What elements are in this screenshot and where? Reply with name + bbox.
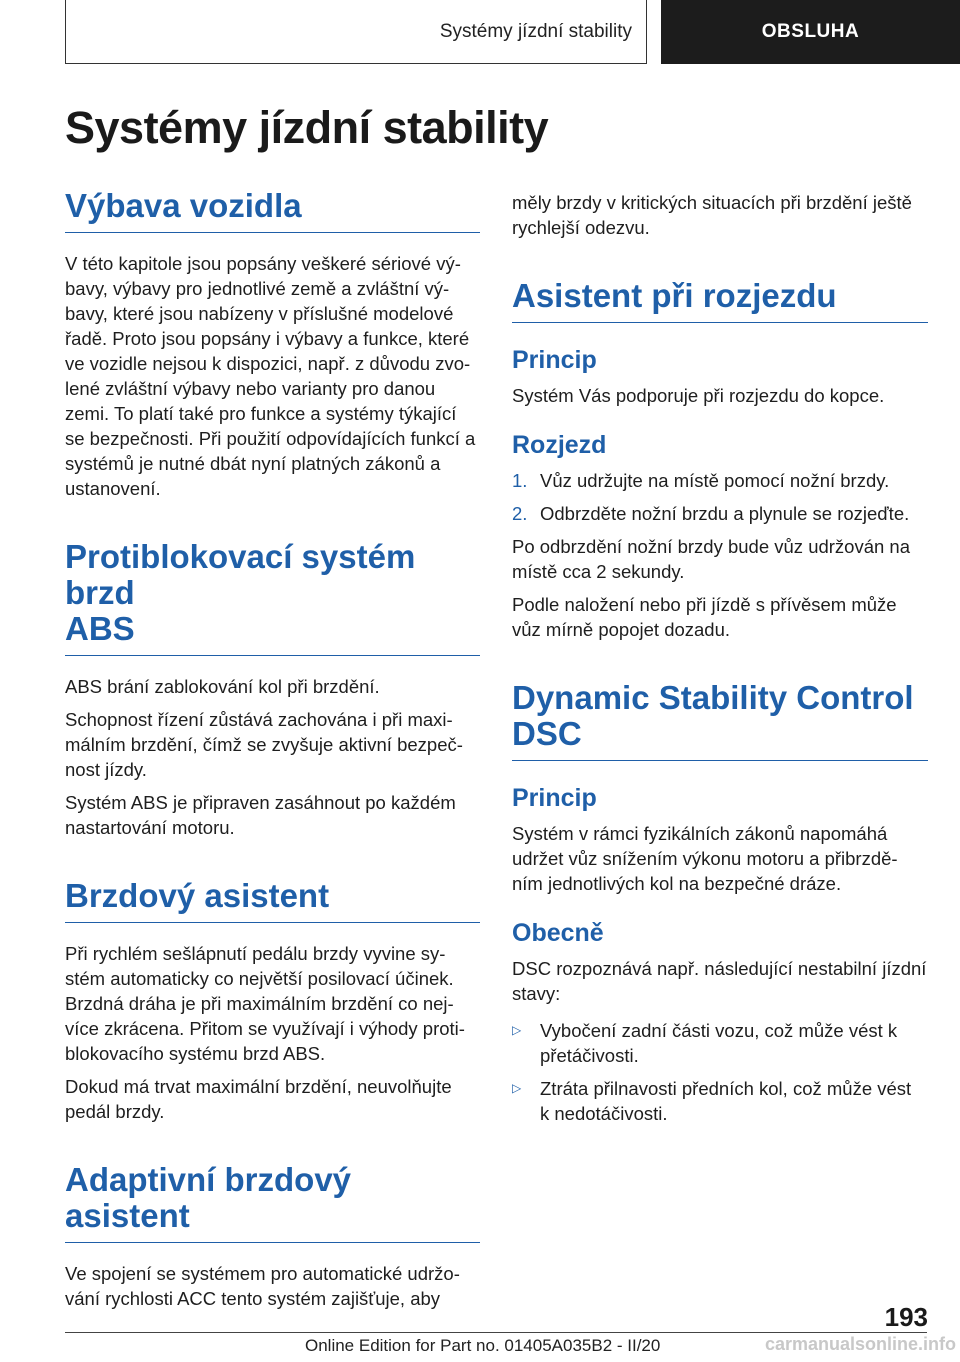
dsc-princip-paragraph (512, 821, 928, 896)
heading-dsc-princip: Princip (512, 784, 597, 812)
text-line: blokovacího systému brzd ABS. (65, 1043, 326, 1064)
heading-obecne: Obecně (512, 919, 604, 947)
step-number: 2. (512, 503, 528, 524)
vybava-paragraph (65, 251, 480, 501)
heading-dsc (512, 680, 928, 761)
abs-paragraph-3 (65, 790, 480, 840)
heading-line: Dynamic Stability Control (512, 679, 914, 716)
left-column (65, 188, 480, 1311)
abs-paragraph-2 (65, 707, 480, 782)
text-line: Vybočení zadní části vozu, což může vést k (540, 1020, 898, 1041)
header-tab-obsluha[interactable] (661, 0, 960, 64)
text-line: Schopnost řízení zůstává zachována i při maxi‐ (65, 709, 453, 730)
text-line: se bezpečnosti. Při použití odpovídajících funkcí a (65, 428, 476, 449)
text-line: systémů je nutné dbát nyní platných zákonů a (65, 453, 441, 474)
heading-princip: Princip (512, 346, 597, 374)
continued-paragraph (512, 190, 928, 240)
text-line: stavy: (512, 983, 561, 1004)
text-line: řadě. Proto jsou popsány i výbavy a funkce, které (65, 328, 470, 349)
text-line: Systém v rámci fyzikálních zákonů napomáhá (512, 823, 888, 844)
text-line: Brzdná dráha je při maximálním brzdění co nej‐ (65, 993, 454, 1014)
right-column (512, 190, 928, 1126)
heading-asistent-pri-rozjezdu: Asistent při rozjezdu (512, 278, 928, 323)
text-line: málním brzdění, čímž se zvyšuje aktivní bezpeč‐ (65, 734, 463, 755)
text-line: Po odbrzdění nožní brzdy bude vůz udržován na (512, 536, 911, 557)
text-line: vůz mírně popojet dozadu. (512, 619, 731, 640)
text-line: zemi. To platí také pro funkce a systémy týkající (65, 403, 457, 424)
text-line: bavy, výbavy pro jednotlivé země a zvláštní vý‐ (65, 278, 450, 299)
text-line: ve vozidle nejsou k dispozici, např. z důvodu zvo‐ (65, 353, 471, 374)
list-item (512, 1018, 928, 1068)
text-line: nost jízdy. (65, 759, 147, 780)
text-line: k nedotáčivosti. (540, 1103, 668, 1124)
step-text: Vůz udržujte na místě pomocí nožní brzdy. (540, 470, 890, 491)
heading-line: Protiblokovací systém brzd (65, 538, 416, 611)
header-tab-label: OBSLUHA (761, 21, 860, 42)
text-line: nastartování motoru. (65, 817, 235, 838)
heading-line: ABS (65, 610, 135, 647)
text-line: Systém ABS je připraven zasáhnout po každém (65, 792, 456, 813)
adaptivni-paragraph-1 (65, 1261, 480, 1311)
bullet-text (540, 1018, 897, 1068)
heading-adaptivni-brzdovy-asistent: Adaptivní brzdový asistent (65, 1162, 480, 1243)
footer-divider (65, 1332, 927, 1333)
text-line: ustanovení. (65, 478, 161, 499)
text-line: Podle naložení nebo při jízdě s přívěsem může (512, 594, 897, 615)
brzdovy-paragraph-1 (65, 941, 480, 1066)
obecne-paragraph (512, 956, 928, 1006)
header-section-box (65, 0, 647, 64)
rozjezd-paragraph-1 (512, 534, 928, 584)
text-line: stém automaticky co největší posilovací účinek. (65, 968, 454, 989)
heading-line: DSC (512, 715, 582, 752)
list-item (512, 1076, 928, 1126)
heading-abs (65, 539, 480, 656)
heading-brzdovy-asistent: Brzdový asistent (65, 878, 480, 923)
text-line: pedál brzdy. (65, 1101, 165, 1122)
text-line: měly brzdy v kritických situacích při brzdění ještě (512, 192, 912, 213)
heading-rozjezd: Rozjezd (512, 431, 607, 459)
dsc-bullet-list (512, 1018, 928, 1126)
text-line: udržet vůz snížením výkonu motoru a přibrzdě‐ (512, 848, 898, 869)
bullet-text (540, 1076, 911, 1126)
list-item (512, 501, 928, 526)
text-line: místě cca 2 sekundy. (512, 561, 685, 582)
text-line: Dokud má trvat maximální brzdění, neuvolňujte (65, 1076, 452, 1097)
text-line: Ve spojení se systémem pro automatické udržo‐ (65, 1263, 460, 1284)
text-line: vání rychlosti ACC tento systém zajišťuje, aby (65, 1288, 441, 1309)
text-line: bavy, které jsou nabízeny v příslušné modelové (65, 303, 454, 324)
abs-paragraph-1: ABS brání zablokování kol při brzdění. (65, 676, 380, 697)
text-line: rychlejší odezvu. (512, 217, 650, 238)
page-title: Systémy jízdní stability (65, 102, 549, 153)
text-line: více zkrácena. Přitom se využívají i výhody proti‐ (65, 1018, 465, 1039)
text-line: přetáčivosti. (540, 1045, 639, 1066)
triangle-bullet-icon: ▷ (512, 1081, 522, 1095)
heading-vybava-vozidla: Výbava vozidla (65, 188, 480, 233)
text-line: DSC rozpoznává např. následující nestabilní jízdní (512, 958, 927, 979)
rozjezd-steps (512, 468, 928, 526)
text-line: Ztráta přilnavosti předních kol, což může vést (540, 1078, 912, 1099)
step-number: 1. (512, 470, 528, 491)
list-item (512, 468, 928, 493)
brzdovy-paragraph-2 (65, 1074, 480, 1124)
rozjezd-paragraph-2 (512, 592, 928, 642)
text-line: Při rychlém sešlápnutí pedálu brzdy vyvine sy‐ (65, 943, 446, 964)
watermark-logo: carmanualsonline.info (764, 1334, 956, 1354)
page-number: 193 (884, 1302, 928, 1332)
step-text: Odbrzděte nožní brzdu a plynule se rozjeďte. (540, 503, 910, 524)
footer-edition-text: Online Edition for Part no. 01405A035B2 - II/20 (305, 1336, 661, 1355)
text-line: ním jednotlivých kol na bezpečné dráze. (512, 873, 842, 894)
header-section-title: Systémy jízdní stability (439, 20, 632, 42)
text-line: lené zvláštní výbavy nebo varianty pro danou (65, 378, 436, 399)
text-line: V této kapitole jsou popsány veškeré sériové vý‐ (65, 253, 461, 274)
princip-text: Systém Vás podporuje při rozjezdu do kopce. (512, 385, 885, 406)
triangle-bullet-icon: ▷ (512, 1023, 522, 1037)
